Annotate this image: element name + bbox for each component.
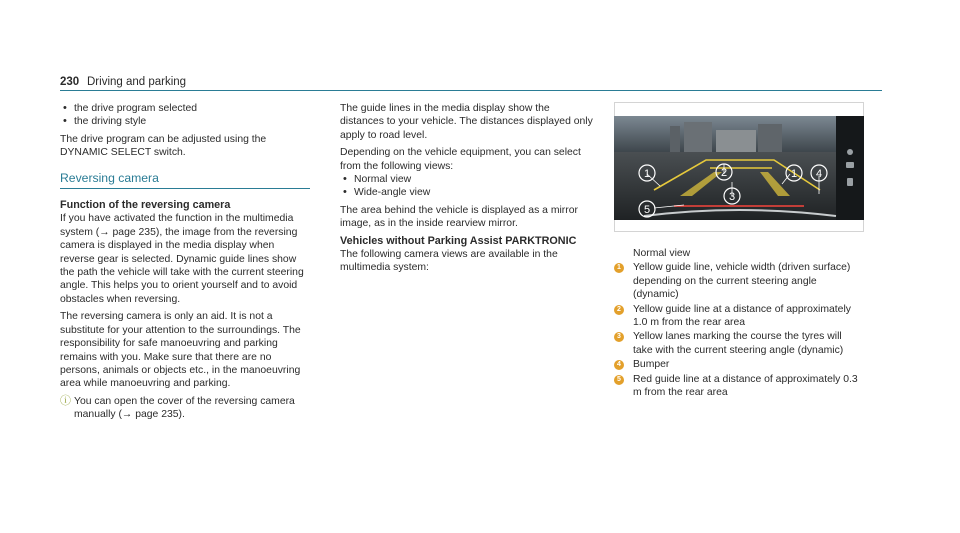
info-note-icon: ⓘ	[60, 394, 71, 407]
number-badge: 5	[614, 375, 624, 385]
building	[758, 124, 782, 152]
page-header	[60, 76, 882, 94]
parktronic-heading: Vehicles without Parking Assist PARKTRONIC	[340, 234, 577, 247]
legend-item	[614, 261, 864, 301]
callout-label: 3	[728, 191, 736, 203]
note	[60, 395, 310, 422]
settings-icon	[847, 178, 853, 186]
legend-text: Bumper	[633, 359, 670, 371]
legend-item	[614, 373, 864, 400]
callout-label: 2	[720, 167, 728, 179]
number-badge: 2	[614, 305, 624, 315]
reversing-camera-heading: Reversing camera	[60, 172, 310, 189]
legend-text: Yellow guide line at a distance of approximately 1.0 m from the rear area	[633, 303, 851, 329]
section-title: Driving and parking	[87, 76, 187, 88]
callout-label: 4	[815, 168, 823, 180]
note-text: You can open the cover of the reversing camera manually (→ page 235).	[74, 395, 295, 421]
top-view-icon	[846, 162, 854, 168]
guide-lines-text: The guide lines in the media display show the distances to your vehicle. The distances displayed only apply to road level.	[340, 103, 593, 141]
figure-caption: Normal view	[633, 248, 691, 259]
view-item: • Normal view	[340, 173, 595, 186]
legend-text: Yellow guide line, vehicle width (driven surface) depending on the current steering angle (dynamic)	[633, 262, 851, 301]
callout-label: 1	[790, 168, 798, 180]
drive-program-text: The drive program can be adjusted using the DYNAMIC SELECT switch.	[60, 133, 267, 159]
building	[716, 130, 756, 152]
views-list	[340, 173, 595, 200]
column-left	[60, 102, 310, 422]
header-rule	[60, 90, 882, 91]
parktronic-text: The following camera views are available in the multimedia system:	[340, 249, 558, 274]
legend-item	[614, 358, 864, 371]
views-intro-text: Depending on the vehicle equipment, you can select from the following views:	[340, 147, 581, 172]
mirror-image-text: The area behind the vehicle is displayed as a mirror image, as in the inside rearview mirror.	[340, 204, 578, 230]
function-text: If you have activated the function in the multimedia system (→ page 235), the image from the reversing camera is displayed in the media display when reverse gear is selected. Dynamic guide lines show the path the vehicle will take with the current steering angle. This helps you to orient yourself and to avoid obstacles when reversing.	[60, 213, 304, 305]
legend-text: Yellow lanes marking the course the tyres will take with the current steering angle (dynamic)	[633, 331, 844, 356]
view-item: • Wide-angle view	[340, 186, 595, 199]
figure-legend	[614, 247, 864, 400]
number-badge: 4	[614, 360, 624, 370]
camera-view-image	[614, 116, 864, 220]
legend-text: Red guide line at a distance of approximately 0.3 m from the rear area	[633, 373, 858, 399]
column-middle	[340, 102, 595, 275]
bullet-item: • the drive program selected	[60, 102, 310, 115]
page-number: 230	[60, 76, 80, 88]
callout-label: 5	[643, 204, 651, 216]
callout-label: 1	[643, 168, 651, 180]
bullet-item: • the driving style	[60, 115, 310, 128]
building	[684, 122, 712, 152]
function-heading: Function of the reversing camera	[60, 199, 231, 212]
building	[670, 126, 680, 152]
camera-view-icon	[847, 149, 853, 155]
number-badge: 3	[614, 332, 624, 342]
legend-item	[614, 303, 864, 330]
drive-bullets	[60, 102, 310, 129]
legend-item	[614, 330, 864, 357]
number-badge: 1	[614, 263, 624, 273]
aid-warning-text: The reversing camera is only an aid. It is not a substitute for your attention to the surroundings. The responsibility for safe manoeuvring and parking remains with you. Make sure that there are no persons, animals or objects etc., in the manoeuvring area while manoeuvring and parking.	[60, 311, 301, 390]
